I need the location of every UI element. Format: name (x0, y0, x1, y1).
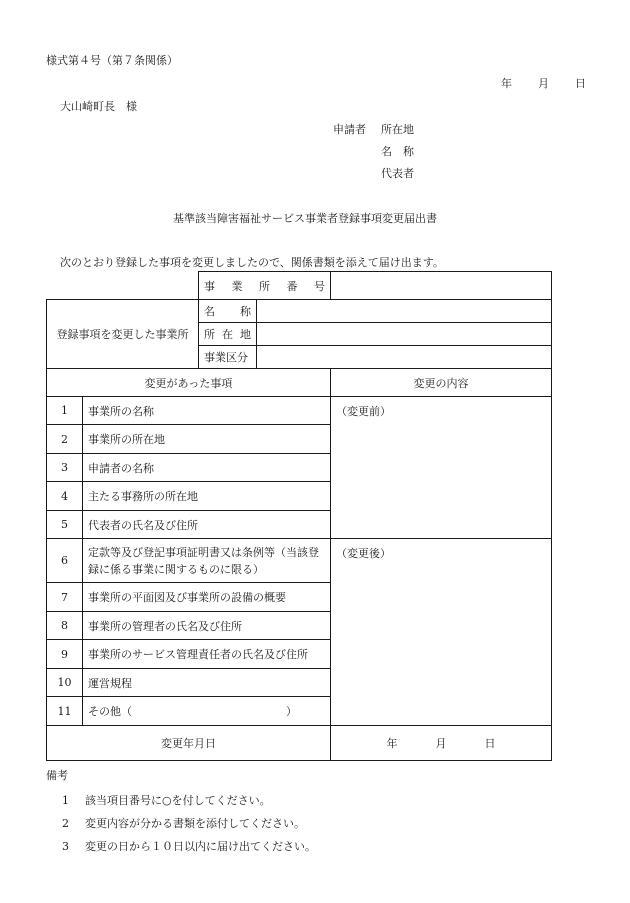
item-text: 事業所の名称 (83, 397, 331, 425)
before-label: （変更前） (336, 405, 391, 418)
form-number: 様式第４号（第７条関係） (46, 54, 178, 67)
applicant-address-label: 所在地 (381, 123, 414, 136)
changed-office-label: 登録事項を変更した事業所 (47, 300, 199, 369)
intro-text: 次のとおり登録した事項を変更しましたので、関係書類を添えて届け出ます。 (60, 256, 444, 269)
item-number[interactable]: 2 (47, 425, 83, 454)
item-text: 運営規程 (83, 669, 331, 697)
item-text: 事業所のサービス管理責任者の氏名及び住所 (83, 640, 331, 669)
item-number[interactable]: 4 (47, 482, 83, 511)
item-number[interactable]: 1 (47, 397, 83, 425)
office-number-field[interactable] (331, 272, 552, 300)
notes-heading: 備考 (46, 769, 68, 782)
content-header: 変更の内容 (331, 369, 552, 397)
change-form-table (46, 271, 552, 761)
item-number[interactable]: 6 (47, 539, 83, 583)
item-text: 事業所の所在地 (83, 425, 331, 454)
item-number[interactable]: 8 (47, 612, 83, 640)
note-item (62, 838, 316, 854)
document-title: 基準該当障害福祉サービス事業者登録事項変更届出書 (173, 212, 437, 225)
item-number[interactable]: 10 (47, 669, 83, 697)
change-after-field[interactable] (331, 539, 552, 726)
change-date-day: 日 (484, 737, 496, 750)
applicant-rep-label: 代表者 (381, 167, 414, 180)
item-text: 主たる事務所の所在地 (83, 482, 331, 511)
office-name-field[interactable] (257, 300, 552, 323)
office-number-label: 事 業 所 番 号 (199, 272, 331, 300)
office-category-label: 事業区分 (199, 346, 257, 369)
date-day: 日 (575, 77, 586, 90)
note-number: 2 (62, 817, 69, 830)
table-row (47, 397, 552, 425)
item-number[interactable]: 9 (47, 640, 83, 669)
items-header: 変更があった事項 (47, 369, 331, 397)
note-text: 該当項目番号に○を付してください。 (85, 794, 271, 807)
note-item (62, 815, 305, 831)
item-text: 申請者の名称 (83, 454, 331, 482)
item-number[interactable]: 3 (47, 454, 83, 482)
office-location-field[interactable] (257, 323, 552, 346)
office-category-field[interactable] (257, 346, 552, 369)
table-row (47, 539, 552, 583)
after-label: （変更後） (336, 547, 391, 560)
change-date-label: 変更年月日 (47, 726, 331, 761)
change-date-month: 月 (435, 737, 447, 750)
date-year: 年 (501, 77, 512, 90)
change-before-field[interactable] (331, 397, 552, 539)
note-text: 変更内容が分かる書類を添付してください。 (85, 817, 305, 830)
note-number: 1 (62, 794, 69, 807)
note-number: 3 (62, 840, 69, 853)
item-text: 定款等及び登記事項証明書又は条例等（当該登録に係る事業に関するものに限る） (83, 539, 331, 583)
change-date-field[interactable] (331, 726, 552, 761)
item-number[interactable]: 5 (47, 511, 83, 539)
item-text: その他（ ） (83, 697, 331, 726)
item-text: 事業所の管理者の氏名及び住所 (83, 612, 331, 640)
change-date-year: 年 (386, 737, 398, 750)
note-text: 変更の日から１０日以内に届け出てください。 (85, 840, 316, 853)
item-number[interactable]: 7 (47, 583, 83, 612)
applicant-label: 申請者 (333, 123, 366, 136)
item-text: 代表者の氏名及び住所 (83, 511, 331, 539)
note-item (62, 792, 271, 808)
office-location-label: 所 在 地 (199, 323, 257, 346)
submission-date (501, 75, 586, 91)
item-number[interactable]: 11 (47, 697, 83, 726)
item-text: 事業所の平面図及び事業所の設備の概要 (83, 583, 331, 612)
date-month: 月 (538, 77, 549, 90)
office-name-label: 名 称 (199, 300, 257, 323)
addressee: 大山崎町長 様 (60, 100, 137, 113)
applicant-name-label: 名 称 (381, 145, 414, 158)
